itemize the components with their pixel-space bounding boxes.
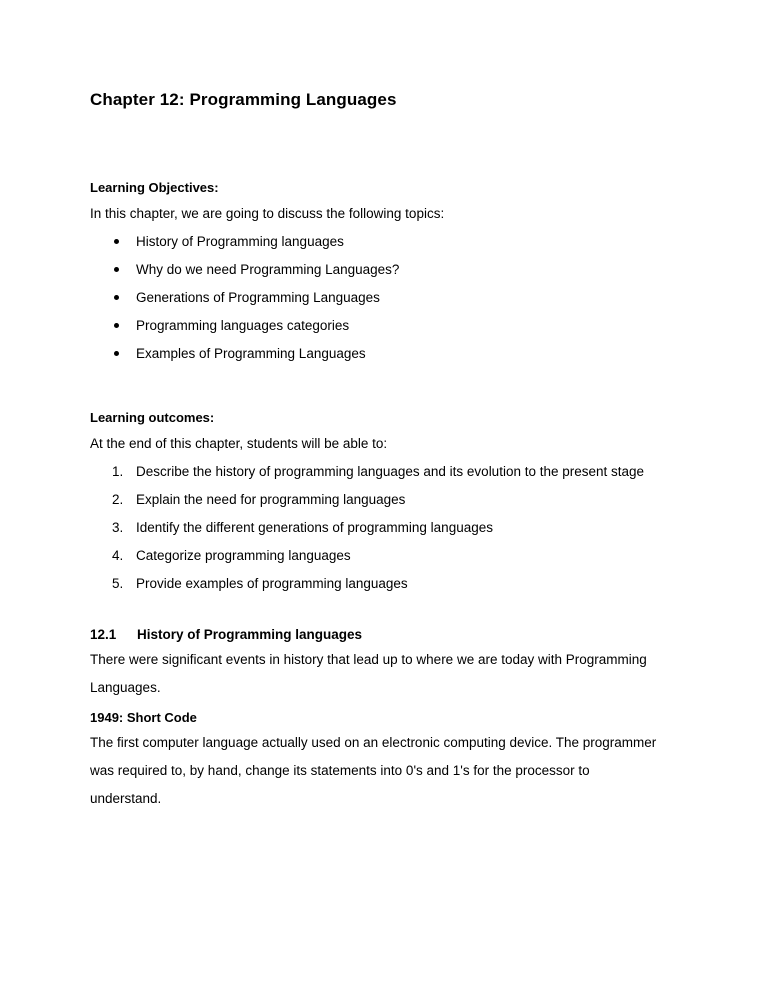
objectives-heading: Learning Objectives: xyxy=(90,180,219,195)
outcomes-intro: At the end of this chapter, students will be able to: xyxy=(90,436,388,451)
bullet-icon xyxy=(114,267,119,272)
section-title: History of Programming languages xyxy=(137,627,363,642)
entry-body-line: was required to, by hand, change its statements into 0's and 1's for the processor to xyxy=(90,763,590,778)
objectives-intro: In this chapter, we are going to discuss the following topics: xyxy=(90,206,445,221)
list-item xyxy=(112,316,399,344)
list-item-text: Programming languages categories xyxy=(136,318,350,333)
bullet-icon xyxy=(114,323,119,328)
entry-body-line: understand. xyxy=(90,791,162,806)
list-item xyxy=(112,490,644,518)
list-item-text: Examples of Programming Languages xyxy=(136,346,366,361)
list-item xyxy=(112,574,644,602)
list-item-text: History of Programming languages xyxy=(136,234,344,249)
list-item-text: Explain the need for programming languages xyxy=(136,492,406,507)
list-item-text: Describe the history of programming languages and its evolution to the present stage xyxy=(136,464,645,479)
section-body-line: Languages. xyxy=(90,680,161,695)
list-item-number: 4. xyxy=(112,548,124,563)
objectives-list xyxy=(112,232,399,372)
list-item-text: Generations of Programming Languages xyxy=(136,290,380,305)
list-item xyxy=(112,232,399,260)
outcomes-list xyxy=(112,462,644,602)
outcomes-heading: Learning outcomes: xyxy=(90,410,215,425)
entry-body xyxy=(90,729,690,813)
list-item-text: Provide examples of programming languages xyxy=(136,576,408,591)
list-item xyxy=(112,546,644,574)
section-body-line: There were significant events in history that lead up to where we are today with Programming xyxy=(90,652,647,667)
list-item-number: 2. xyxy=(112,492,124,507)
bullet-icon xyxy=(114,295,119,300)
entry-body-line: The first computer language actually used on an electronic computing device. The programmer xyxy=(90,735,657,750)
list-item-number: 1. xyxy=(112,464,124,479)
list-item-number: 5. xyxy=(112,576,124,591)
list-item xyxy=(112,518,644,546)
list-item xyxy=(112,344,399,372)
list-item-number: 3. xyxy=(112,520,124,535)
list-item-text: Identify the different generations of programming languages xyxy=(136,520,493,535)
section-body xyxy=(90,646,690,702)
section-heading xyxy=(90,627,362,642)
list-item xyxy=(112,462,644,490)
list-item-text: Categorize programming languages xyxy=(136,548,351,563)
section-number: 12.1 xyxy=(90,627,117,642)
entry-heading: 1949: Short Code xyxy=(90,710,197,725)
list-item-text: Why do we need Programming Languages? xyxy=(136,262,400,277)
bullet-icon xyxy=(114,239,119,244)
bullet-icon xyxy=(114,351,119,356)
chapter-title: Chapter 12: Programming Languages xyxy=(90,90,397,109)
list-item xyxy=(112,260,399,288)
list-item xyxy=(112,288,399,316)
